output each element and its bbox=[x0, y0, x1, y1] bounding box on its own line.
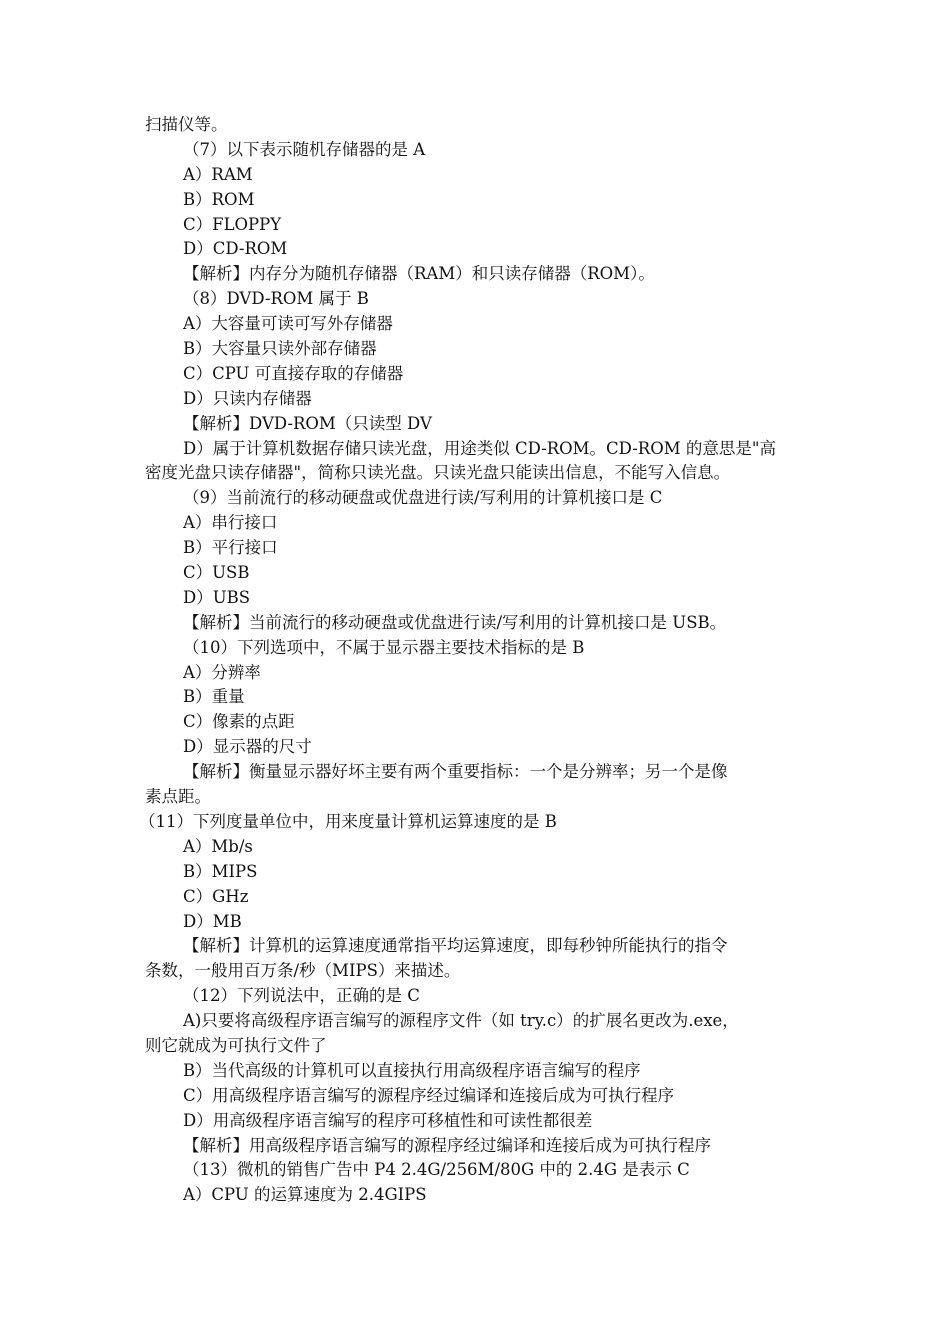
text-line: C）GHz bbox=[183, 886, 249, 906]
text-line: （11）下列度量单位中，用来度量计算机运算速度的是 B bbox=[139, 811, 557, 831]
text-line: B）大容量只读外部存储器 bbox=[183, 339, 377, 359]
text-line: D）CD-ROM bbox=[183, 239, 288, 259]
text-line: C）CPU 可直接存取的存储器 bbox=[183, 363, 404, 383]
text-line: （7）以下表示随机存储器的是 A bbox=[183, 139, 426, 159]
text-line: C）像素的点距 bbox=[183, 712, 295, 732]
text-line: D）UBS bbox=[183, 587, 251, 607]
text-line: C）USB bbox=[183, 563, 250, 583]
text-line: B）重量 bbox=[183, 687, 245, 707]
text-line: B）平行接口 bbox=[183, 538, 278, 558]
text-line: D）MB bbox=[183, 911, 242, 931]
text-line: D）用高级程序语言编写的程序可移植性和可读性都很差 bbox=[183, 1110, 593, 1130]
text-line: （12）下列说法中，正确的是 C bbox=[183, 986, 420, 1006]
text-line: 扫描仪等。 bbox=[145, 115, 228, 134]
text-line: C）用高级程序语言编写的源程序经过编译和连接后成为可执行程序 bbox=[183, 1085, 675, 1105]
text-line: 【解析】DVD-ROM（只读型 DV bbox=[183, 413, 432, 433]
text-line: 【解析】用高级程序语言编写的源程序经过编译和连接后成为可执行程序 bbox=[183, 1135, 711, 1155]
text-line: 【解析】计算机的运算速度通常指平均运算速度，即每秒钟所能执行的指令 bbox=[183, 936, 728, 956]
document-body bbox=[139, 113, 810, 1208]
text-line: 素点距。 bbox=[145, 787, 211, 807]
text-line: 【解析】内存分为随机存储器（RAM）和只读存储器（ROM）。 bbox=[183, 264, 655, 284]
text-line: B）当代高级的计算机可以直接执行用高级程序语言编写的程序 bbox=[183, 1060, 641, 1080]
text-line: 【解析】衡量显示器好坏主要有两个重要指标：一个是分辨率；另一个是像 bbox=[183, 762, 728, 782]
text-line: 【解析】当前流行的移动硬盘或优盘进行读/写利用的计算机接口是 USB。 bbox=[183, 612, 727, 632]
text-line: 条数，一般用百万条/秒（MIPS）来描述。 bbox=[145, 961, 461, 981]
text-line: （8）DVD-ROM 属于 B bbox=[183, 289, 369, 309]
text-line: A）分辨率 bbox=[183, 662, 261, 682]
text-line: （10）下列选项中，不属于显示器主要技术指标的是 B bbox=[183, 637, 585, 657]
text-line: A）串行接口 bbox=[183, 513, 278, 533]
text-line: 则它就成为可执行文件了 bbox=[145, 1035, 327, 1055]
text-line: 密度光盘只读存储器"，简称只读光盘。只读光盘只能读出信息，不能写入信息。 bbox=[145, 463, 731, 483]
text-line: D）显示器的尺寸 bbox=[183, 737, 312, 757]
text-line: （9）当前流行的移动硬盘或优盘进行读/写利用的计算机接口是 C bbox=[183, 488, 663, 508]
text-line: A）RAM bbox=[183, 164, 253, 184]
text-line: （13）微机的销售广告中 P4 2.4G/256M/80G 中的 2.4G 是表示 C bbox=[183, 1160, 690, 1180]
text-line: A）大容量可读可写外存储器 bbox=[183, 314, 393, 334]
text-line: D）只读内存储器 bbox=[183, 388, 312, 408]
text-line: A）Mb/s bbox=[183, 836, 253, 856]
text-line: D）属于计算机数据存储只读光盘，用途类似 CD-ROM。CD-ROM 的意思是"高 bbox=[183, 438, 776, 458]
text-line: C）FLOPPY bbox=[183, 214, 282, 234]
text-line: B）ROM bbox=[183, 189, 255, 209]
text-line: A）CPU 的运算速度为 2.4GIPS bbox=[183, 1185, 427, 1205]
text-line: B）MIPS bbox=[183, 861, 258, 881]
text-line: A)只要将高级程序语言编写的源程序文件（如 try.c）的扩展名更改为.exe， bbox=[183, 1011, 739, 1031]
